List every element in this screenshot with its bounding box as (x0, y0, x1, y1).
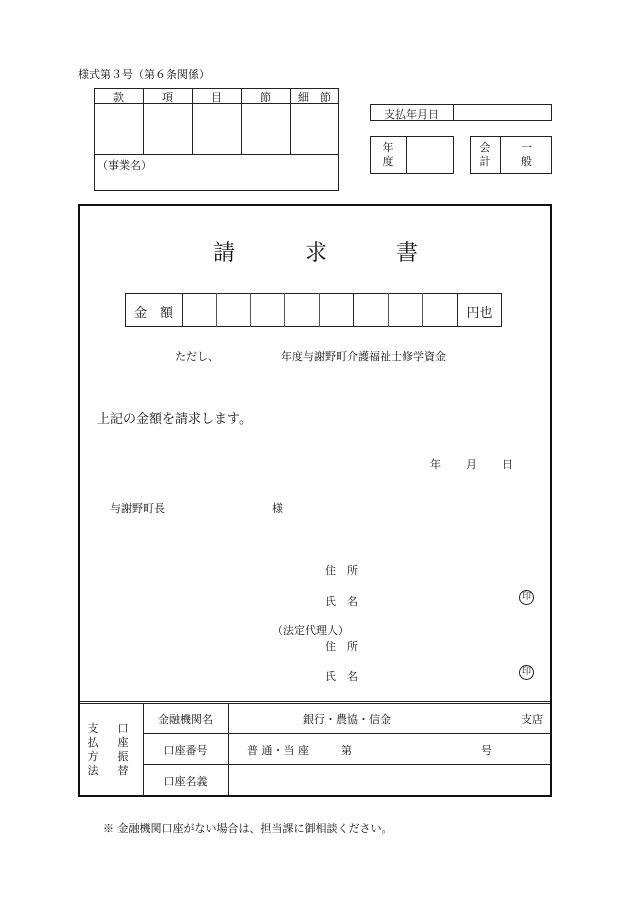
note-text: 年度与謝野町介護福祉士修学資金 (281, 350, 446, 363)
account-number-prefix: 第 (341, 744, 352, 757)
branch-label: 支店 (521, 713, 543, 726)
title-char-sho: 書 (396, 241, 419, 266)
payment-date-field[interactable] (454, 105, 551, 120)
bank-name-label: 金融機関名 (158, 713, 213, 726)
amount-cell-divider (422, 293, 423, 327)
account-number-label: 口座番号 (163, 744, 208, 757)
payment-method-label: 支 払 方 法 (87, 722, 99, 777)
payment-date-label: 支払年月日 (384, 108, 439, 121)
honorific: 様 (272, 502, 283, 515)
budget-header-setsu: 節 (260, 91, 271, 104)
amount-cell-divider (284, 293, 285, 327)
seal-mark: 印 (519, 590, 534, 605)
account-value: 一 般 (521, 141, 532, 168)
account-types: 普 通・当 座 (247, 744, 309, 757)
bank-types: 銀行・農協・信金 (303, 713, 391, 726)
amount-cell-divider (388, 293, 389, 327)
amount-cell-divider (216, 293, 217, 327)
legal-rep-label: （法定代理人） (272, 624, 349, 637)
account-holder-label: 口座名義 (163, 775, 208, 788)
budget-header-moku: 目 (211, 91, 222, 104)
form-number: 様式第３号（第６条関係） (78, 68, 210, 81)
fiscal-year-label: 年 度 (382, 141, 394, 168)
invoice-title (0, 236, 630, 266)
fiscal-year-field[interactable] (407, 137, 453, 173)
amount-cell-divider (250, 293, 251, 327)
amount-cell-divider (353, 293, 354, 327)
budget-header-kou: 項 (162, 91, 173, 104)
amount-cell-divider (319, 293, 320, 327)
note-prefix: ただし、 (175, 350, 219, 363)
rep-name-label: 氏 名 (325, 670, 358, 683)
account-number-suffix: 号 (481, 744, 492, 757)
addressee: 与謝野町長 (110, 502, 165, 515)
rep-address-label: 住 所 (325, 640, 358, 653)
title-char-kyu: 求 (305, 241, 328, 266)
date-year-label: 年 (430, 458, 441, 471)
name-label: 氏 名 (325, 595, 358, 608)
rep-seal-mark: 印 (519, 665, 534, 680)
amount-cell-divider (182, 293, 183, 327)
project-name-label: （事業名） (97, 159, 152, 172)
title-char-sei: 請 (213, 241, 236, 266)
amount-suffix: 円也 (466, 306, 493, 321)
amount-label: 金 額 (133, 306, 173, 321)
budget-header-kan: 款 (113, 91, 124, 104)
account-label: 会 計 (479, 141, 491, 168)
address-label: 住 所 (325, 564, 358, 577)
date-day-label: 日 (502, 458, 513, 471)
date-month-label: 月 (466, 458, 477, 471)
footer-note: ※ 金融機関口座がない場合は、担当課に御相談ください。 (103, 822, 393, 835)
budget-header-saisetsu: 細 節 (298, 91, 331, 104)
request-text: 上記の金額を請求します。 (97, 412, 252, 427)
payment-method-type: 口 座 振 替 (117, 722, 129, 777)
